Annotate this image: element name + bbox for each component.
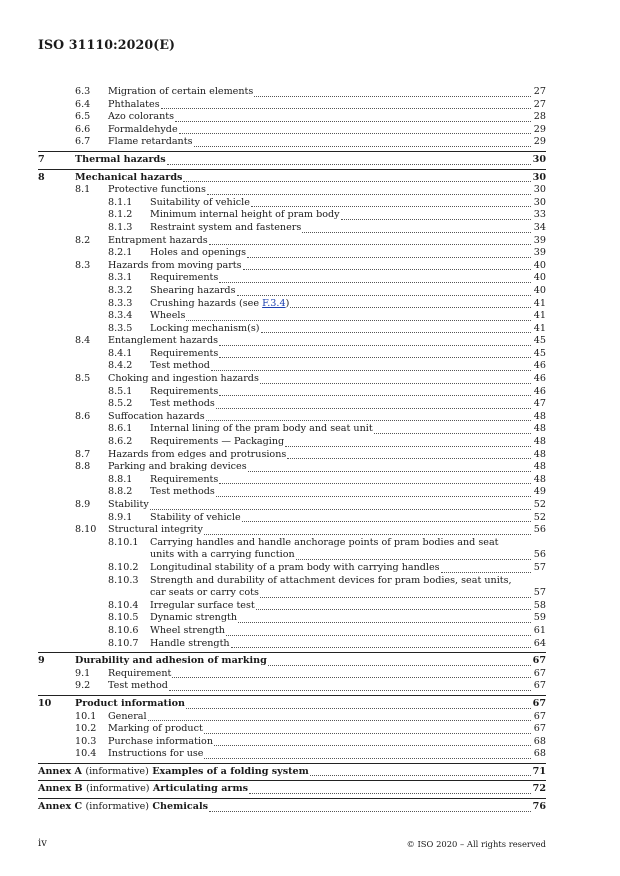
toc-page-number: 58 bbox=[533, 599, 546, 611]
toc-entry-title: Requirements bbox=[150, 385, 219, 397]
toc-entry-title: Hazards from edges and protrusions bbox=[108, 448, 287, 460]
toc-entry-number: 8.3.2 bbox=[108, 284, 133, 296]
dot-leader bbox=[256, 600, 531, 613]
toc-annex-entry[interactable] bbox=[0, 766, 620, 779]
toc-page-number: 45 bbox=[533, 347, 546, 359]
toc-entry[interactable] bbox=[0, 474, 620, 487]
toc-entry-number: 8.6.1 bbox=[108, 423, 133, 435]
toc-entry-number: 6.3 bbox=[75, 86, 91, 97]
toc-entry[interactable] bbox=[0, 99, 620, 112]
toc-entry[interactable] bbox=[0, 172, 620, 185]
toc-entry[interactable] bbox=[0, 136, 620, 149]
toc-entry[interactable] bbox=[0, 723, 620, 736]
toc-page-number: 67 bbox=[533, 710, 546, 722]
toc-entry-number: 6.7 bbox=[75, 136, 91, 148]
toc-entry-number: 10.3 bbox=[75, 735, 97, 747]
toc-page-number: 30 bbox=[532, 153, 546, 165]
dot-leader bbox=[251, 197, 531, 210]
dot-leader bbox=[209, 801, 531, 814]
dot-leader bbox=[219, 335, 531, 348]
toc-entry-number: 10.1 bbox=[75, 710, 97, 722]
toc-page-number: 71 bbox=[532, 765, 546, 777]
toc-entry-title bbox=[150, 298, 289, 311]
toc-entry-number: 8.10.1 bbox=[108, 536, 139, 548]
toc-page-number: 68 bbox=[533, 748, 546, 760]
toc-entry[interactable] bbox=[0, 549, 620, 562]
toc-entry[interactable] bbox=[0, 524, 620, 537]
toc-entry-title: Entrapment hazards bbox=[108, 234, 208, 246]
toc-entry-number: 8.9 bbox=[75, 499, 91, 510]
dot-leader bbox=[219, 474, 531, 487]
toc-entry-title: Entanglement hazards bbox=[108, 335, 219, 347]
toc-entry[interactable] bbox=[0, 386, 620, 399]
dot-leader bbox=[216, 486, 531, 499]
toc-page-number: 39 bbox=[533, 247, 546, 259]
toc-page-number: 76 bbox=[532, 801, 546, 813]
toc-page-number: 46 bbox=[533, 385, 546, 397]
toc-entry-number: 8.10.2 bbox=[108, 561, 139, 573]
toc-entry-number: 9.1 bbox=[75, 667, 91, 679]
document-id-header: ISO 31110:2020(E) bbox=[38, 37, 176, 52]
toc-entry[interactable] bbox=[0, 335, 620, 348]
toc-entry-title: Test methods bbox=[150, 398, 215, 410]
toc-page-number: 48 bbox=[533, 461, 546, 473]
toc-entry[interactable] bbox=[0, 748, 620, 761]
toc-page-number: 67 bbox=[533, 723, 546, 735]
toc-entry-title: Strength and durability of attachment devices for pram bodies, seat units, bbox=[150, 574, 512, 586]
dot-leader bbox=[186, 310, 531, 323]
dot-leader bbox=[161, 99, 531, 112]
toc-page-number: 34 bbox=[533, 221, 546, 233]
dot-leader bbox=[219, 386, 531, 399]
toc-page-number: 68 bbox=[533, 735, 546, 747]
dot-leader bbox=[374, 423, 531, 436]
toc-entry-number: 8.9.1 bbox=[108, 511, 133, 523]
toc-entry-title bbox=[38, 783, 248, 796]
toc-entry-title: Parking and braking devices bbox=[108, 461, 247, 473]
toc-entry[interactable] bbox=[0, 272, 620, 285]
table-of-contents bbox=[0, 86, 620, 814]
toc-entry-number: 6.5 bbox=[75, 111, 91, 123]
dot-leader bbox=[248, 461, 531, 474]
toc-page-number: 67 bbox=[532, 697, 546, 709]
dot-leader bbox=[287, 449, 531, 462]
toc-page-number: 29 bbox=[533, 136, 546, 148]
toc-page-number: 27 bbox=[533, 86, 546, 97]
toc-entry-number: 10 bbox=[38, 697, 52, 709]
toc-entry-title: Wheel strength bbox=[150, 624, 225, 636]
toc-entry[interactable] bbox=[0, 711, 620, 724]
toc-page-number: 49 bbox=[533, 486, 546, 498]
dot-leader bbox=[175, 111, 531, 124]
toc-entry-title bbox=[38, 766, 309, 779]
toc-entry-title: Requirements bbox=[150, 272, 219, 284]
toc-page-number: 52 bbox=[533, 511, 546, 523]
toc-entry[interactable] bbox=[0, 373, 620, 386]
dot-leader bbox=[219, 348, 531, 361]
dot-leader bbox=[243, 260, 531, 273]
toc-entry[interactable] bbox=[0, 298, 620, 311]
dot-leader bbox=[216, 398, 531, 411]
dot-leader bbox=[167, 154, 531, 167]
toc-entry-number: 8.4 bbox=[75, 335, 91, 347]
toc-entry-title: car seats or carry cots bbox=[150, 587, 259, 599]
toc-entry-title: Migration of certain elements bbox=[108, 86, 254, 97]
toc-entry-title-text: Crushing hazards (see bbox=[150, 297, 263, 309]
toc-entry[interactable] bbox=[0, 638, 620, 651]
toc-entry[interactable] bbox=[0, 111, 620, 124]
toc-entry-number: 8.5.1 bbox=[108, 385, 133, 397]
toc-entry-number: 8.6.2 bbox=[108, 436, 133, 448]
toc-page-number: 56 bbox=[533, 524, 546, 536]
toc-page-number: 28 bbox=[533, 111, 546, 123]
dot-leader bbox=[207, 184, 531, 197]
toc-entry-number: 8.8.2 bbox=[108, 486, 133, 498]
toc-entry[interactable] bbox=[0, 247, 620, 260]
toc-entry-number: 8.10.3 bbox=[108, 574, 139, 586]
toc-entry-number: 8.3.3 bbox=[108, 297, 133, 309]
toc-entry[interactable] bbox=[0, 612, 620, 625]
toc-entry[interactable] bbox=[0, 154, 620, 167]
toc-entry-title: Suffocation hazards bbox=[108, 410, 205, 422]
dot-leader bbox=[194, 136, 531, 149]
toc-entry-title: Dynamic strength bbox=[150, 612, 237, 624]
toc-entry[interactable] bbox=[0, 698, 620, 711]
toc-page-number: 57 bbox=[533, 561, 546, 573]
toc-entry-title: General bbox=[108, 710, 147, 722]
dot-leader bbox=[186, 698, 531, 711]
annex-title: Chemicals bbox=[152, 801, 208, 813]
toc-page-number: 41 bbox=[533, 310, 546, 322]
toc-entry-title: Instructions for use bbox=[108, 748, 204, 760]
dot-leader bbox=[214, 736, 531, 749]
toc-entry-number: 10.2 bbox=[75, 723, 97, 735]
toc-entry-number: 8.3.1 bbox=[108, 272, 133, 284]
toc-entry-title: Purchase information bbox=[108, 735, 213, 747]
toc-entry-number: 8.2.1 bbox=[108, 247, 133, 259]
dot-leader bbox=[179, 124, 531, 137]
toc-entry-title: Test method bbox=[150, 360, 210, 372]
toc-entry-number: 8.3 bbox=[75, 259, 91, 271]
toc-entry[interactable] bbox=[0, 449, 620, 462]
toc-entry-number: 8.10.6 bbox=[108, 624, 139, 636]
toc-entry[interactable] bbox=[0, 398, 620, 411]
dot-leader bbox=[204, 723, 531, 736]
toc-page-number: 30 bbox=[532, 171, 546, 183]
toc-entry[interactable] bbox=[0, 209, 620, 222]
toc-entry[interactable] bbox=[0, 411, 620, 424]
toc-entry-title: Thermal hazards bbox=[75, 153, 166, 165]
toc-entry-number: 8.5.2 bbox=[108, 398, 133, 410]
dot-leader bbox=[261, 323, 532, 336]
toc-entry[interactable] bbox=[0, 736, 620, 749]
toc-entry-title: Test method bbox=[108, 680, 168, 692]
toc-page-number: 48 bbox=[533, 410, 546, 422]
toc-entry-number: 8.4.1 bbox=[108, 347, 133, 359]
toc-entry-number: 8.1.1 bbox=[108, 196, 133, 208]
toc-page-number: 30 bbox=[533, 184, 546, 196]
toc-entry[interactable] bbox=[0, 486, 620, 499]
toc-entry-number: 8.10.4 bbox=[108, 599, 139, 611]
dot-leader bbox=[254, 86, 531, 99]
toc-page-number: 40 bbox=[533, 259, 546, 271]
dot-leader bbox=[247, 247, 531, 260]
dot-leader bbox=[242, 512, 531, 525]
toc-entry-title: Requirement bbox=[108, 667, 172, 679]
toc-entry-title: Shearing hazards bbox=[150, 284, 236, 296]
toc-entry-title: Irregular surface test bbox=[150, 599, 255, 611]
annex-label: Annex C bbox=[38, 801, 83, 813]
toc-entry-title: Longitudinal stability of a pram body with carrying handles bbox=[150, 561, 440, 573]
toc-entry-title: Stability of vehicle bbox=[150, 511, 241, 523]
toc-entry[interactable] bbox=[0, 499, 620, 512]
toc-entry-title: Formaldehyde bbox=[108, 123, 178, 135]
annex-kind: (informative) bbox=[85, 765, 149, 777]
toc-entry[interactable] bbox=[0, 512, 620, 525]
toc-entry-number: 8.10.7 bbox=[108, 637, 139, 649]
toc-entry-title: Phthalates bbox=[108, 98, 160, 110]
toc-entry-title: Suitability of vehicle bbox=[150, 196, 250, 208]
toc-entry[interactable] bbox=[0, 587, 620, 600]
toc-entry[interactable] bbox=[0, 310, 620, 323]
toc-entry-number: 10.4 bbox=[75, 748, 97, 760]
toc-page-number: 41 bbox=[533, 297, 546, 309]
toc-page-number: 48 bbox=[533, 448, 546, 460]
toc-entry-title: Test methods bbox=[150, 486, 215, 498]
toc-page-number: 33 bbox=[533, 209, 546, 221]
dot-leader bbox=[206, 411, 531, 424]
dot-leader bbox=[296, 549, 531, 562]
toc-page-number: 67 bbox=[532, 655, 546, 667]
toc-entry[interactable] bbox=[0, 235, 620, 248]
toc-entry-title: Restraint system and fasteners bbox=[150, 221, 302, 233]
toc-entry-number: 7 bbox=[38, 153, 45, 165]
dot-leader bbox=[341, 209, 531, 222]
toc-entry-title: Stability bbox=[108, 499, 149, 510]
toc-entry-title: Hazards from moving parts bbox=[108, 259, 242, 271]
toc-entry[interactable] bbox=[0, 436, 620, 449]
toc-entry-title: Internal lining of the pram body and seat unit bbox=[150, 423, 373, 435]
dot-leader bbox=[238, 612, 531, 625]
toc-page-number: 57 bbox=[533, 587, 546, 599]
dot-leader bbox=[183, 172, 531, 185]
toc-entry-line bbox=[0, 575, 620, 588]
toc-page-number: 52 bbox=[533, 499, 546, 510]
annex-label: Annex A bbox=[38, 765, 83, 777]
dot-leader bbox=[204, 524, 531, 537]
toc-entry[interactable] bbox=[0, 348, 620, 361]
dot-leader bbox=[310, 766, 531, 779]
dot-leader bbox=[148, 711, 531, 724]
toc-entry-number: 8.8.1 bbox=[108, 473, 133, 485]
toc-entry[interactable] bbox=[0, 184, 620, 197]
toc-entry[interactable] bbox=[0, 423, 620, 436]
toc-entry-number: 8.7 bbox=[75, 448, 91, 460]
toc-entry-number: 8.3.5 bbox=[108, 322, 133, 334]
toc-page-number: 64 bbox=[533, 637, 546, 649]
toc-entry-number: 6.6 bbox=[75, 123, 91, 135]
dot-leader bbox=[268, 655, 531, 668]
toc-entry[interactable] bbox=[0, 600, 620, 613]
toc-entry-title: Wheels bbox=[150, 310, 186, 322]
dot-leader bbox=[219, 272, 531, 285]
dot-leader bbox=[204, 748, 531, 761]
toc-entry[interactable] bbox=[0, 124, 620, 137]
toc-page-number: 47 bbox=[533, 398, 546, 410]
toc-entry[interactable] bbox=[0, 562, 620, 575]
toc-page-number: 27 bbox=[533, 98, 546, 110]
toc-page-number: 48 bbox=[533, 473, 546, 485]
toc-page-number: 67 bbox=[533, 667, 546, 679]
dot-leader bbox=[302, 222, 531, 235]
toc-entry[interactable] bbox=[0, 461, 620, 474]
dot-leader bbox=[231, 638, 531, 651]
toc-entry-title: Handle strength bbox=[150, 637, 230, 649]
toc-entry-title: Structural integrity bbox=[108, 524, 203, 536]
dot-leader bbox=[169, 680, 531, 693]
dot-leader bbox=[290, 298, 531, 311]
toc-entry-title: Mechanical hazards bbox=[75, 171, 183, 183]
toc-page-number: 61 bbox=[533, 624, 546, 636]
toc-entry[interactable] bbox=[0, 222, 620, 235]
toc-entry[interactable] bbox=[0, 360, 620, 373]
toc-entry-title: Minimum internal height of pram body bbox=[150, 209, 340, 221]
toc-entry-number: 8.1.2 bbox=[108, 209, 133, 221]
toc-entry-title: Holes and openings bbox=[150, 247, 247, 259]
toc-page-number: 46 bbox=[533, 373, 546, 385]
toc-entry-title-text: ) bbox=[285, 297, 290, 309]
toc-page-number: 48 bbox=[533, 423, 546, 435]
toc-entry-number: 9 bbox=[38, 655, 45, 667]
cross-reference-link[interactable]: F.3.4 bbox=[262, 297, 286, 309]
annex-title: Examples of a folding system bbox=[152, 765, 309, 777]
toc-entry-title: Requirements — Packaging bbox=[150, 436, 285, 448]
toc-entry[interactable] bbox=[0, 285, 620, 298]
toc-page-number: 39 bbox=[533, 234, 546, 246]
toc-entry-title: Flame retardants bbox=[108, 136, 193, 148]
dot-leader bbox=[211, 360, 531, 373]
toc-page-number: 48 bbox=[533, 436, 546, 448]
annex-kind: (informative) bbox=[85, 801, 150, 813]
toc-entry-title: Requirements bbox=[150, 347, 219, 359]
annex-kind: (informative) bbox=[86, 783, 150, 795]
toc-entry-number: 8.8 bbox=[75, 461, 91, 473]
toc-entry[interactable] bbox=[0, 625, 620, 638]
toc-entry[interactable] bbox=[0, 668, 620, 681]
toc-entry-number: 8.5 bbox=[75, 373, 91, 385]
toc-entry-title: Marking of product bbox=[108, 723, 203, 735]
toc-entry-number: 8.2 bbox=[75, 234, 91, 246]
dot-leader bbox=[249, 783, 531, 796]
toc-page-number: 59 bbox=[533, 612, 546, 624]
toc-entry-number: 8.6 bbox=[75, 410, 91, 422]
dot-leader bbox=[285, 436, 531, 449]
toc-page-number: 30 bbox=[533, 196, 546, 208]
annex-title: Articulating arms bbox=[152, 783, 249, 795]
toc-page-number: 40 bbox=[533, 272, 546, 284]
dot-leader bbox=[172, 668, 531, 681]
toc-entry-title: Requirements bbox=[150, 473, 219, 485]
toc-entry-number: 8.3.4 bbox=[108, 310, 133, 322]
toc-annex-entry[interactable] bbox=[0, 801, 620, 814]
annex-label: Annex B bbox=[38, 783, 83, 795]
toc-page-number: 40 bbox=[533, 284, 546, 296]
toc-entry-number: 9.2 bbox=[75, 680, 91, 692]
toc-entry-title: Choking and ingestion hazards bbox=[108, 373, 259, 385]
toc-entry[interactable] bbox=[0, 197, 620, 210]
toc-page-number: 56 bbox=[533, 549, 546, 561]
toc-annex-entry[interactable] bbox=[0, 783, 620, 796]
toc-entry-number: 8 bbox=[38, 171, 45, 183]
toc-entry[interactable] bbox=[0, 86, 620, 99]
toc-entry-line bbox=[0, 537, 620, 550]
toc-entry-number: 8.4.2 bbox=[108, 360, 133, 372]
toc-entry-number: 6.4 bbox=[75, 98, 91, 110]
toc-entry[interactable] bbox=[0, 655, 620, 668]
toc-entry-title: Carrying handles and handle anchorage points of pram bodies and seat bbox=[150, 536, 499, 548]
toc-page-number: 46 bbox=[533, 360, 546, 372]
toc-entry[interactable] bbox=[0, 323, 620, 336]
toc-entry-title: Durability and adhesion of marking bbox=[75, 655, 267, 667]
toc-entry-number: 8.1 bbox=[75, 184, 91, 196]
dot-leader bbox=[150, 499, 531, 512]
toc-page-number: 29 bbox=[533, 123, 546, 135]
toc-entry[interactable] bbox=[0, 680, 620, 693]
toc-page-number: 72 bbox=[532, 783, 546, 795]
toc-entry-number: 8.10 bbox=[75, 524, 97, 536]
dot-leader bbox=[260, 587, 531, 600]
dot-leader bbox=[260, 373, 531, 386]
dot-leader bbox=[209, 235, 531, 248]
toc-page-number: 41 bbox=[533, 322, 546, 334]
dot-leader bbox=[237, 285, 532, 298]
toc-entry-title: Product information bbox=[75, 697, 185, 709]
page-number: iv bbox=[38, 838, 47, 849]
toc-entry[interactable] bbox=[0, 260, 620, 273]
toc-entry-title bbox=[38, 801, 208, 814]
toc-entry-number: 8.1.3 bbox=[108, 221, 133, 233]
toc-page-number: 67 bbox=[533, 680, 546, 692]
toc-entry-title: Locking mechanism(s) bbox=[150, 322, 260, 334]
toc-entry-number: 8.10.5 bbox=[108, 612, 139, 624]
toc-entry-title: Azo colorants bbox=[108, 111, 175, 123]
toc-entry-title: Protective functions bbox=[108, 184, 206, 196]
copyright-notice: © ISO 2020 – All rights reserved bbox=[406, 839, 546, 849]
toc-entry-title: units with a carrying function bbox=[150, 549, 295, 561]
dot-leader bbox=[226, 625, 531, 638]
toc-page-number: 45 bbox=[533, 335, 546, 347]
